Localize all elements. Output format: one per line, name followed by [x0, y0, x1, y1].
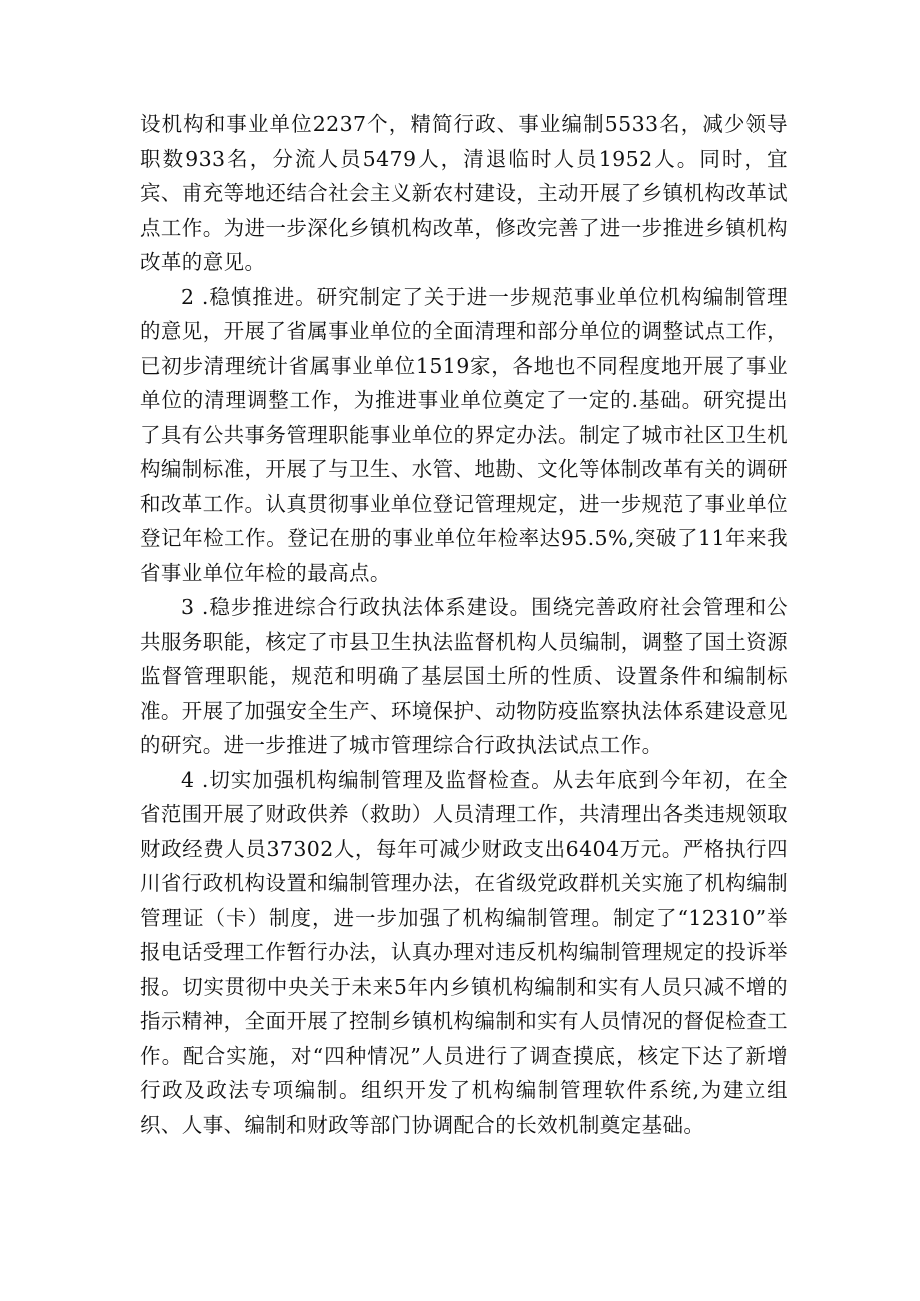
- paragraph-text: 设机构和事业单位2237个，精简行政、事业编制5533名，减少领导职数933名，分流人员5479人，清退临时人员1952人。同时，宜宾、甫充等地还结合社会主义新农村建设，主动开展了乡镇机构改革试点工作。为进一步深化乡镇机构改革，修改完善了进一步推进乡镇机构改革的意见。: [140, 112, 788, 274]
- paragraph-text: 从去年底到今年初，在全省范围开展了财政供养（救助）人员清理工作，共清理出各类违规领取财政经费人员37302人，每年可减少财政支出6404万元。严格执行四川省行政机构设置和编制管理办法，在省级党政群机关实施了机构编制管理证（卡）制度，进一步加强了机构编制管理。制定了“12310”举报电话受理工作暂行办法，认真办理对违反机构编制管理规定的投诉举报。切实贯彻中央关于未来5年内乡镇机构编制和实有人员只减不增的指示精神，全面开展了控制乡镇机构编制和实有人员情况的督促检查工作。配合实施，对“四种情况”人员进行了调查摸底，核定下达了新增行政及政法专项编制。组织开发了机构编制管理软件系统,为建立组织、人事、编制和财政等部门协调配合的长效机制奠定基础。: [140, 767, 788, 1137]
- paragraph-item-3: [140, 590, 788, 763]
- paragraph-item-2: [140, 280, 788, 591]
- paragraph-lead: 4 .切实加强机构编制管理及监督检查。: [181, 767, 553, 792]
- paragraph-text: 研究制定了关于进一步规范事业单位机构编制管理的意见，开展了省属事业单位的全面清理和部分单位的调整试点工作，已初步清理统计省属事业单位1519家，各地也不同程度地开展了事业单位的清理调整工作，为推进事业单位奠定了一定的.基础。研究提出了具有公共事务管理职能事业单位的界定办法。制定了城市社区卫生机构编制标准，开展了与卫生、水管、地勘、文化等体制改革有关的调研和改革工作。认真贯彻事业单位登记管理规定，进一步规范了事业单位登记年检工作。登记在册的事业单位年检率达95.5%,突破了11年来我省事业单位年检的最高点。: [140, 284, 788, 585]
- document-body: [140, 107, 788, 1142]
- paragraph-text: 围绕完善政府社会管理和公共服务职能，核定了市县卫生执法监督机构人员编制，调整了国土资源监督管理职能，规范和明确了基层国土所的性质、设置条件和编制标准。开展了加强安全生产、环境保护、动物防疫监察执法体系建设意见的研究。进一步推进了城市管理综合行政执法试点工作。: [140, 595, 788, 757]
- paragraph-item-4: [140, 763, 788, 1143]
- paragraph-continuation: [140, 107, 788, 280]
- paragraph-lead: 2 .稳慎推进。: [181, 284, 317, 309]
- paragraph-lead: 3 .稳步推进综合行政执法体系建设。: [181, 595, 532, 619]
